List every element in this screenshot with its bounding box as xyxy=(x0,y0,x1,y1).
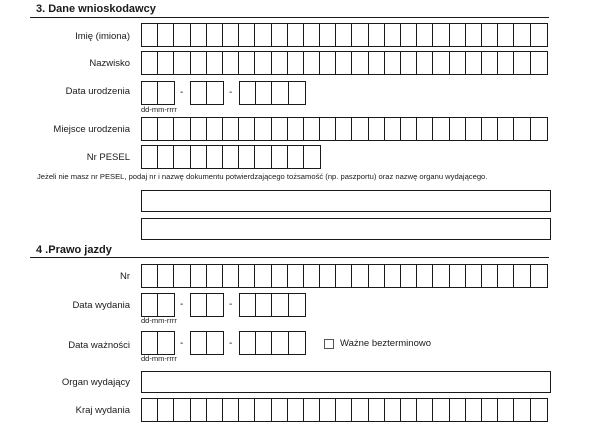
character-cell[interactable] xyxy=(239,146,255,168)
character-cell[interactable] xyxy=(385,265,401,287)
character-cell[interactable] xyxy=(240,332,256,354)
birth-date-separator: - xyxy=(180,87,184,98)
character-cell[interactable] xyxy=(450,24,466,46)
character-cell[interactable] xyxy=(174,118,190,140)
character-cell[interactable] xyxy=(207,146,223,168)
character-cell[interactable] xyxy=(336,52,352,74)
character-cell[interactable] xyxy=(288,118,304,140)
character-cell[interactable] xyxy=(158,146,174,168)
character-cell[interactable] xyxy=(255,24,271,46)
section-4-divider xyxy=(30,257,549,258)
character-cell[interactable] xyxy=(223,265,239,287)
character-cell[interactable] xyxy=(352,24,368,46)
character-cell[interactable] xyxy=(255,399,271,421)
character-cell[interactable] xyxy=(256,294,272,316)
birth-place-input[interactable] xyxy=(141,117,548,141)
character-cell[interactable] xyxy=(482,24,498,46)
character-cell[interactable] xyxy=(450,399,466,421)
character-cell[interactable] xyxy=(223,146,239,168)
section-4-title: 4 .Prawo jazdy xyxy=(36,244,112,256)
character-cell[interactable] xyxy=(191,399,207,421)
character-cell[interactable] xyxy=(288,146,304,168)
last-name-input[interactable] xyxy=(141,51,548,75)
issuing-country-label: Kraj wydania xyxy=(75,405,130,416)
character-cell[interactable] xyxy=(401,52,417,74)
character-cell[interactable] xyxy=(514,52,530,74)
character-cell[interactable] xyxy=(385,24,401,46)
character-cell[interactable] xyxy=(482,118,498,140)
pesel-input[interactable] xyxy=(141,145,321,169)
character-cell[interactable] xyxy=(142,118,158,140)
character-cell[interactable] xyxy=(255,265,271,287)
character-cell[interactable] xyxy=(514,24,530,46)
birth-date-month-input[interactable] xyxy=(190,81,224,105)
character-cell[interactable] xyxy=(272,24,288,46)
character-cell[interactable] xyxy=(417,24,433,46)
character-cell[interactable] xyxy=(239,52,255,74)
character-cell[interactable] xyxy=(239,24,255,46)
character-cell[interactable] xyxy=(531,399,547,421)
character-cell[interactable] xyxy=(498,118,514,140)
character-cell[interactable] xyxy=(239,265,255,287)
character-cell[interactable] xyxy=(514,118,530,140)
character-cell[interactable] xyxy=(450,118,466,140)
license-number-input[interactable] xyxy=(141,264,548,288)
character-cell[interactable] xyxy=(142,332,158,354)
character-cell[interactable] xyxy=(288,399,304,421)
section-3-title: 3. Dane wnioskodawcy xyxy=(36,3,156,15)
character-cell[interactable] xyxy=(158,118,174,140)
character-cell[interactable] xyxy=(207,399,223,421)
indefinite-validity-label: Ważne bezterminowo xyxy=(340,338,431,349)
character-cell[interactable] xyxy=(239,118,255,140)
character-cell[interactable] xyxy=(158,294,174,316)
character-cell[interactable] xyxy=(191,294,207,316)
character-cell[interactable] xyxy=(450,52,466,74)
character-cell[interactable] xyxy=(142,265,158,287)
character-cell[interactable] xyxy=(433,52,449,74)
character-cell[interactable] xyxy=(191,118,207,140)
expiry-date-separator: - xyxy=(229,338,233,349)
character-cell[interactable] xyxy=(288,52,304,74)
character-cell[interactable] xyxy=(336,399,352,421)
character-cell[interactable] xyxy=(352,399,368,421)
character-cell[interactable] xyxy=(417,118,433,140)
character-cell[interactable] xyxy=(191,332,207,354)
character-cell[interactable] xyxy=(304,265,320,287)
character-cell[interactable] xyxy=(304,118,320,140)
character-cell[interactable] xyxy=(369,24,385,46)
character-cell[interactable] xyxy=(255,52,271,74)
character-cell[interactable] xyxy=(482,265,498,287)
issuing-authority-label: Organ wydający xyxy=(61,377,130,388)
character-cell[interactable] xyxy=(174,146,190,168)
character-cell[interactable] xyxy=(401,24,417,46)
expiry-date-month-input[interactable] xyxy=(190,331,224,355)
issue-date-day-input[interactable] xyxy=(141,293,175,317)
character-cell[interactable] xyxy=(352,52,368,74)
birth-place-label: Miejsce urodzenia xyxy=(53,124,130,135)
character-cell[interactable] xyxy=(531,24,547,46)
character-cell[interactable] xyxy=(304,399,320,421)
issue-date-separator: - xyxy=(229,299,233,310)
character-cell[interactable] xyxy=(272,82,288,104)
character-cell[interactable] xyxy=(207,24,223,46)
expiry-date-year-input[interactable] xyxy=(239,331,306,355)
character-cell[interactable] xyxy=(288,24,304,46)
pesel-alternative-note: Jeżeli nie masz nr PESEL, podaj nr i nazwę dokumentu potwierdzającego tożsamość (np. paszportu) oraz nazwę organu wydającego. xyxy=(37,172,488,181)
issue-date-label: Data wydania xyxy=(72,300,130,311)
character-cell[interactable] xyxy=(158,332,174,354)
character-cell[interactable] xyxy=(207,52,223,74)
character-cell[interactable] xyxy=(417,399,433,421)
character-cell[interactable] xyxy=(336,265,352,287)
character-cell[interactable] xyxy=(369,118,385,140)
character-cell[interactable] xyxy=(320,399,336,421)
character-cell[interactable] xyxy=(369,265,385,287)
character-cell[interactable] xyxy=(142,399,158,421)
character-cell[interactable] xyxy=(272,118,288,140)
character-cell[interactable] xyxy=(158,82,174,104)
identity-document-input[interactable] xyxy=(141,190,551,212)
character-cell[interactable] xyxy=(320,52,336,74)
character-cell[interactable] xyxy=(433,399,449,421)
issue-date-format-hint: dd-mm-rrrr xyxy=(141,316,177,325)
character-cell[interactable] xyxy=(191,265,207,287)
character-cell[interactable] xyxy=(531,52,547,74)
birth-date-format-hint: dd-mm-rrrr xyxy=(141,105,177,114)
character-cell[interactable] xyxy=(289,82,305,104)
character-cell[interactable] xyxy=(191,146,207,168)
issue-date-month-input[interactable] xyxy=(190,293,224,317)
character-cell[interactable] xyxy=(498,399,514,421)
character-cell[interactable] xyxy=(142,24,158,46)
section-3-divider xyxy=(30,17,549,18)
birth-date-year-input[interactable] xyxy=(239,81,306,105)
character-cell[interactable] xyxy=(304,24,320,46)
character-cell[interactable] xyxy=(288,265,304,287)
issuing-country-input[interactable] xyxy=(141,398,548,422)
character-cell[interactable] xyxy=(272,294,288,316)
character-cell[interactable] xyxy=(514,265,530,287)
character-cell[interactable] xyxy=(433,265,449,287)
character-cell[interactable] xyxy=(401,265,417,287)
character-cell[interactable] xyxy=(466,24,482,46)
character-cell[interactable] xyxy=(498,265,514,287)
character-cell[interactable] xyxy=(223,399,239,421)
character-cell[interactable] xyxy=(514,399,530,421)
character-cell[interactable] xyxy=(142,52,158,74)
pesel-label: Nr PESEL xyxy=(86,152,130,163)
character-cell[interactable] xyxy=(401,399,417,421)
character-cell[interactable] xyxy=(191,52,207,74)
issue-date-separator: - xyxy=(180,299,184,310)
character-cell[interactable] xyxy=(417,265,433,287)
character-cell[interactable] xyxy=(289,332,305,354)
character-cell[interactable] xyxy=(433,24,449,46)
character-cell[interactable] xyxy=(531,118,547,140)
character-cell[interactable] xyxy=(401,118,417,140)
character-cell[interactable] xyxy=(239,399,255,421)
character-cell[interactable] xyxy=(223,52,239,74)
issue-date-year-input[interactable] xyxy=(239,293,306,317)
character-cell[interactable] xyxy=(158,265,174,287)
character-cell[interactable] xyxy=(174,24,190,46)
first-name-label: Imię (imiona) xyxy=(75,31,130,42)
birth-date-day-input[interactable] xyxy=(141,81,175,105)
character-cell[interactable] xyxy=(207,118,223,140)
character-cell[interactable] xyxy=(191,82,207,104)
character-cell[interactable] xyxy=(498,24,514,46)
birth-date-label: Data urodzenia xyxy=(65,86,130,97)
character-cell[interactable] xyxy=(272,52,288,74)
character-cell[interactable] xyxy=(272,332,288,354)
character-cell[interactable] xyxy=(174,52,190,74)
character-cell[interactable] xyxy=(158,24,174,46)
character-cell[interactable] xyxy=(369,399,385,421)
character-cell[interactable] xyxy=(498,52,514,74)
character-cell[interactable] xyxy=(240,294,256,316)
character-cell[interactable] xyxy=(466,265,482,287)
character-cell[interactable] xyxy=(320,118,336,140)
expiry-date-day-input[interactable] xyxy=(141,331,175,355)
character-cell[interactable] xyxy=(336,118,352,140)
character-cell[interactable] xyxy=(142,294,158,316)
character-cell[interactable] xyxy=(207,332,223,354)
expiry-date-label: Data ważności xyxy=(68,340,130,351)
character-cell[interactable] xyxy=(352,118,368,140)
character-cell[interactable] xyxy=(466,118,482,140)
character-cell[interactable] xyxy=(240,82,256,104)
character-cell[interactable] xyxy=(142,146,158,168)
issuing-authority-input[interactable] xyxy=(141,371,551,393)
issuing-authority-document-input[interactable] xyxy=(141,218,551,240)
character-cell[interactable] xyxy=(433,118,449,140)
character-cell[interactable] xyxy=(256,82,272,104)
character-cell[interactable] xyxy=(385,399,401,421)
character-cell[interactable] xyxy=(256,332,272,354)
character-cell[interactable] xyxy=(417,52,433,74)
character-cell[interactable] xyxy=(272,265,288,287)
character-cell[interactable] xyxy=(336,24,352,46)
birth-date-separator: - xyxy=(229,87,233,98)
indefinite-validity-checkbox[interactable] xyxy=(324,339,334,349)
character-cell[interactable] xyxy=(142,82,158,104)
expiry-date-format-hint: dd-mm-rrrr xyxy=(141,354,177,363)
character-cell[interactable] xyxy=(289,294,305,316)
expiry-date-separator: - xyxy=(180,338,184,349)
character-cell[interactable] xyxy=(255,146,271,168)
character-cell[interactable] xyxy=(207,265,223,287)
character-cell[interactable] xyxy=(304,146,320,168)
character-cell[interactable] xyxy=(352,265,368,287)
character-cell[interactable] xyxy=(174,399,190,421)
character-cell[interactable] xyxy=(158,399,174,421)
license-number-label: Nr xyxy=(119,271,130,282)
character-cell[interactable] xyxy=(482,399,498,421)
character-cell[interactable] xyxy=(272,399,288,421)
character-cell[interactable] xyxy=(223,24,239,46)
character-cell[interactable] xyxy=(207,82,223,104)
last-name-label: Nazwisko xyxy=(89,58,130,69)
character-cell[interactable] xyxy=(272,146,288,168)
character-cell[interactable] xyxy=(385,118,401,140)
character-cell[interactable] xyxy=(191,24,207,46)
character-cell[interactable] xyxy=(466,399,482,421)
first-name-input[interactable] xyxy=(141,23,548,47)
character-cell[interactable] xyxy=(158,52,174,74)
character-cell[interactable] xyxy=(223,118,239,140)
character-cell[interactable] xyxy=(385,52,401,74)
character-cell[interactable] xyxy=(531,265,547,287)
character-cell[interactable] xyxy=(320,24,336,46)
character-cell[interactable] xyxy=(466,52,482,74)
character-cell[interactable] xyxy=(207,294,223,316)
character-cell[interactable] xyxy=(320,265,336,287)
character-cell[interactable] xyxy=(255,118,271,140)
character-cell[interactable] xyxy=(450,265,466,287)
character-cell[interactable] xyxy=(304,52,320,74)
character-cell[interactable] xyxy=(369,52,385,74)
character-cell[interactable] xyxy=(482,52,498,74)
character-cell[interactable] xyxy=(174,265,190,287)
